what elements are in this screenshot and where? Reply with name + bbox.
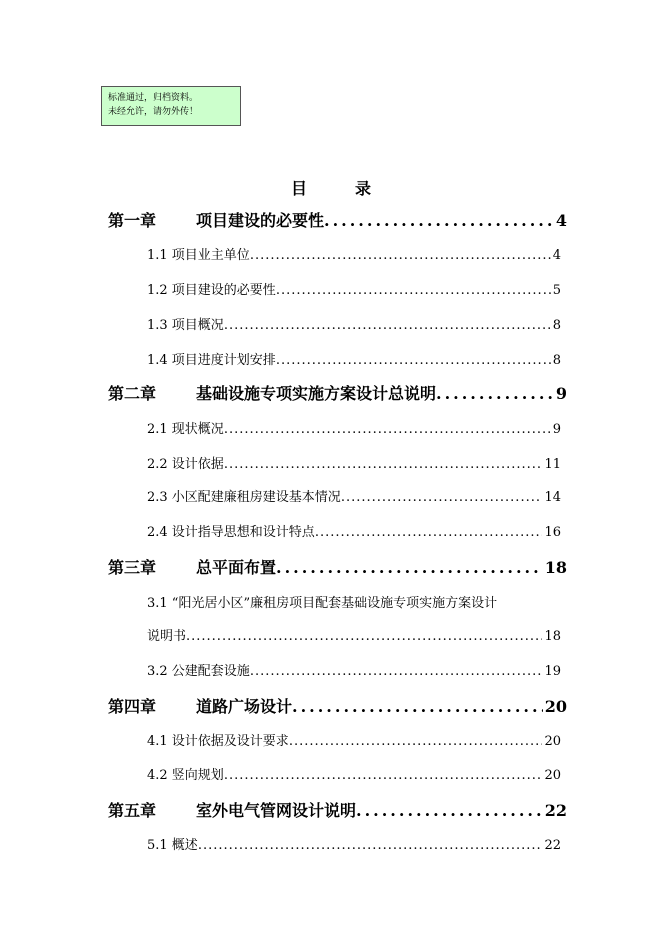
dot-leader (276, 353, 551, 368)
page-number: 19 (544, 664, 561, 679)
section-title: 2.3 小区配建廉租房建设基本情况 (147, 490, 341, 505)
toc-section-2-1[interactable] (147, 418, 561, 437)
section-title: 1.3 项目概况 (147, 318, 224, 333)
toc-chapter-5[interactable] (108, 798, 567, 821)
page-number: 18 (544, 629, 561, 644)
dot-leader (315, 525, 543, 540)
section-title: 2.1 现状概况 (147, 422, 224, 437)
dot-leader (250, 664, 543, 679)
page-number: 20 (544, 734, 561, 749)
toc-chapter-1[interactable] (108, 208, 567, 231)
toc-section-1-3[interactable] (147, 314, 561, 333)
toc-section-3-2[interactable] (147, 660, 561, 679)
confidential-notice-box (101, 86, 241, 126)
dot-leader (276, 558, 543, 577)
toc-chapter-4[interactable] (108, 694, 567, 717)
section-title: 2.4 设计指导思想和设计特点 (147, 525, 315, 540)
page-number: 20 (544, 697, 567, 716)
page-number: 16 (544, 525, 561, 540)
page-number: 14 (544, 490, 561, 505)
dot-leader (224, 457, 543, 472)
page-number: 22 (544, 838, 561, 853)
page-number: 8 (552, 353, 561, 368)
dot-leader (276, 283, 551, 298)
chapter-number: 第五章 (108, 801, 157, 820)
toc-section-2-3[interactable] (147, 486, 561, 505)
dot-leader (292, 697, 543, 716)
toc-chapter-2[interactable] (108, 381, 567, 404)
section-title-continued: 说明书 (147, 629, 187, 644)
toc-section-2-2[interactable] (147, 453, 561, 472)
chapter-title: 基础设施专项实施方案设计总说明 (196, 384, 437, 403)
chapter-title: 室外电气管网设计说明 (196, 801, 357, 820)
toc-section-1-4[interactable] (147, 349, 561, 368)
notice-line-1: 标准通过，归档资料。 (108, 93, 199, 103)
dot-leader (324, 211, 554, 230)
page-number: 4 (555, 211, 567, 230)
toc-title-right: 录 (355, 179, 372, 198)
dot-leader (224, 768, 543, 783)
dot-leader (289, 734, 543, 749)
chapter-number: 第一章 (108, 211, 157, 230)
toc-section-1-1[interactable] (147, 244, 561, 263)
dot-leader (186, 629, 542, 644)
chapter-number: 第三章 (108, 558, 157, 577)
page-number: 8 (552, 318, 561, 333)
toc-section-4-1[interactable] (147, 730, 561, 749)
dot-leader (224, 318, 551, 333)
dot-leader (341, 490, 543, 505)
section-title: 4.2 竖向规划 (147, 768, 224, 783)
page-number: 20 (544, 768, 561, 783)
chapter-number: 第四章 (108, 697, 157, 716)
page-number: 9 (552, 422, 561, 437)
toc-section-4-2[interactable] (147, 764, 561, 783)
dot-leader (198, 838, 543, 853)
page-number: 5 (552, 283, 561, 298)
chapter-title: 项目建设的必要性 (196, 211, 325, 230)
toc-title-left: 目 (290, 179, 307, 198)
chapter-title: 总平面布置 (196, 558, 277, 577)
toc-section-2-4[interactable] (147, 521, 561, 540)
section-title: 1.4 项目进度计划安排 (147, 353, 276, 368)
toc-section-1-2[interactable] (147, 279, 561, 298)
dot-leader (224, 422, 551, 437)
section-title: 1.2 项目建设的必要性 (147, 283, 276, 298)
page-number: 18 (544, 558, 567, 577)
section-title: 4.1 设计依据及设计要求 (147, 734, 289, 749)
dot-leader (356, 801, 543, 820)
section-title: 5.1 概述 (147, 838, 198, 853)
toc-chapter-3[interactable] (108, 555, 567, 578)
chapter-number: 第二章 (108, 384, 157, 403)
page-number: 22 (544, 801, 567, 820)
toc-section-3-1-line1[interactable]: 3.1 “阳光居小区”廉租房项目配套基础设施专项实施方案设计 (147, 596, 498, 611)
page-number: 11 (544, 457, 561, 472)
toc-title (0, 176, 662, 199)
section-title: 3.2 公建配套设施 (147, 664, 250, 679)
chapter-title: 道路广场设计 (196, 697, 293, 716)
section-title: 2.2 设计依据 (147, 457, 224, 472)
dot-leader (436, 384, 554, 403)
page-number: 4 (552, 248, 561, 263)
toc-section-5-1[interactable] (147, 834, 561, 853)
notice-line-2: 未经允许，请勿外传！ (108, 107, 199, 117)
page-number: 9 (555, 384, 567, 403)
dot-leader (250, 248, 551, 263)
section-title: 1.1 项目业主单位 (147, 248, 250, 263)
toc-section-3-1[interactable] (147, 625, 561, 644)
